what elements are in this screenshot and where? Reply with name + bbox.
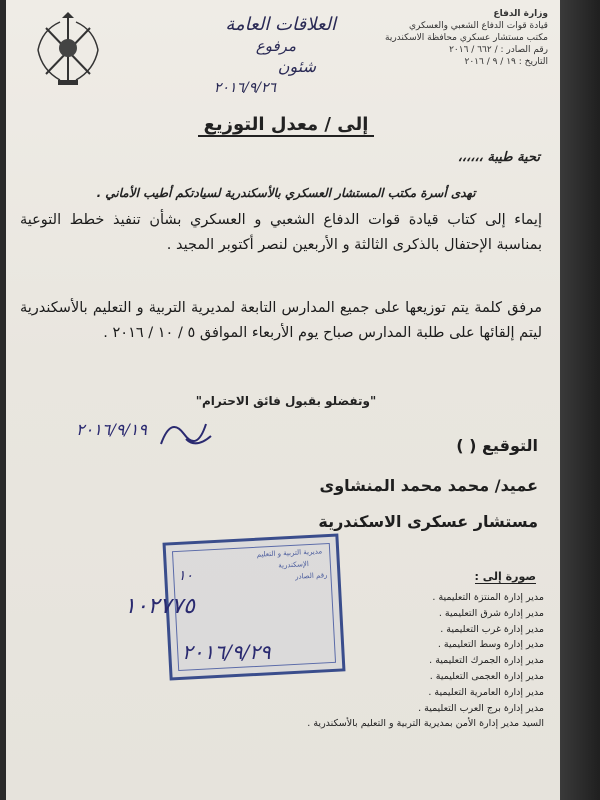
cc-item: مدير إدارة العجمى التعليمية . xyxy=(244,669,544,685)
greeting: تحية طيبة ،،،،،، xyxy=(457,150,540,165)
cc-item: مدير إدارة برج العرب التعليمية . xyxy=(244,701,544,717)
stamp-handwritten-number-small: ١٠ xyxy=(178,568,194,584)
letterhead-line: وزارة الدفاع xyxy=(493,9,548,19)
cc-item: مدير إدارة المنتزة التعليمية . xyxy=(244,590,544,606)
signatory-title: مستشار عسكرى الاسكندرية xyxy=(318,512,538,531)
stamp-text: رقم الصادر xyxy=(294,571,328,581)
military-emblem-icon xyxy=(28,10,108,90)
cc-heading: صورة إلى : xyxy=(474,570,536,583)
document-page xyxy=(6,0,566,800)
handwritten-line: شئون xyxy=(277,57,316,76)
cc-item: مدير إدارة وسط التعليمية . xyxy=(244,637,544,653)
handwritten-routing-note xyxy=(166,14,336,96)
letterhead-line: التاريخ : ١٩ / ٩ / ٢٠١٦ xyxy=(464,57,548,67)
cc-item: مدير إدارة شرق التعليمية . xyxy=(244,606,544,622)
background-edge xyxy=(560,0,600,800)
intro-line: تهدى أسرة مكتب المستشار العسكري بالأسكندرية لسيادتكم أطيب الأماني . xyxy=(96,186,476,200)
stamp-handwritten-date: ٢٠١٦/٩/٢٩ xyxy=(182,640,271,664)
cc-item: السيد مدير إدارة الأمن بمديرية التربية و التعليم بالأسكندرية . xyxy=(244,716,544,732)
stamp-text: مديرية التربية و التعليم xyxy=(256,547,323,559)
handwritten-line: مرفوع xyxy=(255,37,296,55)
cc-item: مدير إدارة غرب التعليمية . xyxy=(244,622,544,638)
signatory-name: عميد/ محمد محمد المنشاوى xyxy=(319,476,538,495)
document-title xyxy=(6,114,566,135)
signature-scribble-icon xyxy=(156,414,216,454)
letterhead-line: قيادة قوات الدفاع الشعبي والعسكري xyxy=(408,21,548,31)
letterhead xyxy=(358,8,548,68)
body-paragraph-1: إيماء إلى كتاب قيادة قوات الدفاع الشعبي و العسكري بشأن تنفيذ خطط التوعية بمناسبة الإحتفال بالذكرى الثالثة و الأربعين لنصر أكتوبر المجيد . xyxy=(20,212,542,253)
signature-handwritten-date: ٢٠١٦/٩/١٩ xyxy=(76,420,147,439)
cc-list xyxy=(244,590,544,732)
handwritten-line: العلاقات العامة xyxy=(225,14,336,35)
stamp-handwritten-number: ١٠٢٧٧٥ xyxy=(124,594,195,619)
letterhead-line: رقم الصادر : / ٦٦٢ / ٢٠١٦ xyxy=(449,45,548,55)
cc-item: مدير إدارة العامرية التعليمية . xyxy=(244,685,544,701)
cc-item: مدير إدارة الجمرك التعليمية . xyxy=(244,653,544,669)
title-text: إلى / معدل التوزيع xyxy=(198,114,375,137)
closing-line: "وتفضلو بقبول فائق الاحترام" xyxy=(195,394,377,408)
handwritten-date: ٢٠١٦/٩/٢٦ xyxy=(213,80,276,96)
signature-label: التوقيع ( ) xyxy=(456,436,538,455)
letterhead-line: مكتب مستشار عسكري محافظة الاسكندرية xyxy=(385,33,548,43)
body-paragraph-2: مرفق كلمة يتم توزيعها على جميع المدارس التابعة لمديرية التربية و التعليم بالأسكندرية ليتم إلقائها على طلبة المدارس صباح يوم الأربعاء الموافق ٥ / ١٠ / ٢٠١٦ . xyxy=(20,300,542,341)
stamp-text: الإسكندرية xyxy=(278,560,310,570)
